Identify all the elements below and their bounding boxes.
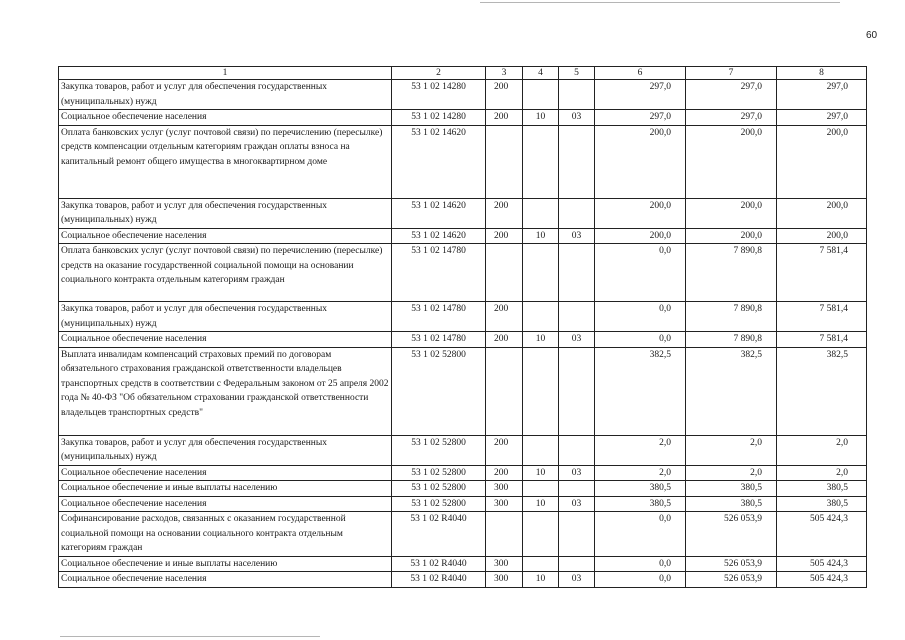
target-code: 53 1 02 14280 [392,80,486,110]
amount-col6: 0,0 [595,572,686,588]
table-row [59,228,867,244]
row-name: Социальное обеспечение населения [59,465,392,481]
amount-col7: 2,0 [686,465,777,481]
section [523,556,559,572]
expense-type: 300 [486,481,523,497]
expense-type: 200 [486,228,523,244]
subsection: 03 [559,496,595,512]
column-header: 5 [559,67,595,80]
section [523,481,559,497]
section: 10 [523,572,559,588]
target-code: 53 1 02 14620 [392,228,486,244]
amount-col8: 380,5 [777,496,867,512]
row-name: Социальное обеспечение населения [59,110,392,126]
subsection: 03 [559,572,595,588]
amount-col8: 297,0 [777,80,867,110]
subsection [559,125,595,198]
target-code: 53 1 02 14620 [392,125,486,198]
expense-type [486,347,523,435]
scan-artifact-bottom [60,636,320,637]
table-row [59,80,867,110]
expense-type: 300 [486,496,523,512]
amount-col7: 380,5 [686,496,777,512]
row-name: Оплата банковских услуг (услуг почтовой связи) по перечислению (пересылке) средств на оказание государственной социальной помощи на основании социального контракта отдельным категориям граждан [59,244,392,302]
column-header: 2 [392,67,486,80]
amount-col6: 200,0 [595,125,686,198]
amount-col8: 200,0 [777,125,867,198]
amount-col8: 380,5 [777,481,867,497]
amount-col7: 200,0 [686,198,777,228]
table-row [59,198,867,228]
amount-col6: 0,0 [595,302,686,332]
section: 10 [523,228,559,244]
target-code: 53 1 02 R4040 [392,572,486,588]
target-code: 53 1 02 14280 [392,110,486,126]
amount-col7: 200,0 [686,125,777,198]
table-row [59,125,867,198]
expense-type: 200 [486,80,523,110]
amount-col8: 7 581,4 [777,332,867,348]
amount-col6: 0,0 [595,556,686,572]
target-code: 53 1 02 R4040 [392,512,486,557]
table-header-row [59,67,867,80]
subsection: 03 [559,110,595,126]
amount-col8: 2,0 [777,465,867,481]
expense-type: 200 [486,465,523,481]
section [523,512,559,557]
target-code: 53 1 02 52800 [392,465,486,481]
target-code: 53 1 02 52800 [392,435,486,465]
budget-table [58,66,867,588]
row-name: Оплата банковских услуг (услуг почтовой связи) по перечислению (пересылке) средств компенсации отдельным категориям граждан оплаты взноса на капитальный ремонт общего имущества в многоквартирном доме [59,125,392,198]
section [523,435,559,465]
subsection [559,302,595,332]
amount-col6: 382,5 [595,347,686,435]
column-header: 3 [486,67,523,80]
amount-col8: 7 581,4 [777,244,867,302]
row-name: Закупка товаров, работ и услуг для обеспечения государственных (муниципальных) нужд [59,198,392,228]
section: 10 [523,465,559,481]
amount-col8: 200,0 [777,228,867,244]
table-row [59,481,867,497]
subsection [559,481,595,497]
subsection [559,347,595,435]
table-row [59,110,867,126]
table-row [59,332,867,348]
row-name: Выплата инвалидам компенсаций страховых премий по договорам обязательного страхования гражданской ответственности владельцев транспортных средств в соответствии с Федеральным законом от 25 апреля 2002 года № 40-ФЗ "Об обязательном страховании гражданской ответственности владельцев транспортных средств" [59,347,392,435]
amount-col8: 297,0 [777,110,867,126]
subsection [559,198,595,228]
table-body [59,80,867,588]
amount-col6: 297,0 [595,110,686,126]
amount-col6: 380,5 [595,496,686,512]
target-code: 53 1 02 52800 [392,347,486,435]
subsection [559,435,595,465]
amount-col8: 505 424,3 [777,556,867,572]
target-code: 53 1 02 52800 [392,481,486,497]
amount-col7: 526 053,9 [686,572,777,588]
subsection: 03 [559,228,595,244]
amount-col7: 382,5 [686,347,777,435]
row-name: Социальное обеспечение населения [59,332,392,348]
amount-col7: 380,5 [686,481,777,497]
amount-col8: 505 424,3 [777,512,867,557]
row-name: Социальное обеспечение и иные выплаты населению [59,556,392,572]
table-row [59,302,867,332]
column-header: 8 [777,67,867,80]
section: 10 [523,110,559,126]
section [523,198,559,228]
amount-col8: 200,0 [777,198,867,228]
amount-col8: 7 581,4 [777,302,867,332]
expense-type: 200 [486,435,523,465]
amount-col8: 2,0 [777,435,867,465]
section [523,302,559,332]
row-name: Закупка товаров, работ и услуг для обеспечения государственных (муниципальных) нужд [59,435,392,465]
expense-type [486,512,523,557]
target-code: 53 1 02 R4040 [392,556,486,572]
amount-col6: 297,0 [595,80,686,110]
target-code: 53 1 02 14620 [392,198,486,228]
section [523,244,559,302]
row-name: Социальное обеспечение населения [59,496,392,512]
amount-col7: 526 053,9 [686,512,777,557]
row-name: Софинансирование расходов, связанных с оказанием государственной социальной помощи на основании социального контракта отдельным категориям граждан [59,512,392,557]
table-row [59,496,867,512]
subsection: 03 [559,332,595,348]
target-code: 53 1 02 14780 [392,302,486,332]
amount-col7: 200,0 [686,228,777,244]
section [523,125,559,198]
expense-type: 300 [486,556,523,572]
table-row [59,347,867,435]
expense-type [486,125,523,198]
amount-col6: 0,0 [595,332,686,348]
row-name: Социальное обеспечение населения [59,572,392,588]
page-number: 60 [866,30,878,41]
row-name: Закупка товаров, работ и услуг для обеспечения государственных (муниципальных) нужд [59,302,392,332]
amount-col7: 297,0 [686,110,777,126]
expense-type: 200 [486,110,523,126]
expense-type: 300 [486,572,523,588]
subsection [559,556,595,572]
subsection [559,244,595,302]
column-header: 1 [59,67,392,80]
section [523,347,559,435]
column-header: 4 [523,67,559,80]
amount-col6: 380,5 [595,481,686,497]
target-code: 53 1 02 52800 [392,496,486,512]
amount-col6: 2,0 [595,465,686,481]
column-header: 7 [686,67,777,80]
amount-col8: 382,5 [777,347,867,435]
expense-type: 200 [486,198,523,228]
table-row [59,512,867,557]
scan-artifact-top [480,2,840,3]
amount-col6: 0,0 [595,512,686,557]
amount-col7: 297,0 [686,80,777,110]
amount-col7: 7 890,8 [686,244,777,302]
table-row [59,556,867,572]
column-header: 6 [595,67,686,80]
subsection [559,80,595,110]
subsection [559,512,595,557]
expense-type: 200 [486,332,523,348]
amount-col7: 7 890,8 [686,332,777,348]
row-name: Закупка товаров, работ и услуг для обеспечения государственных (муниципальных) нужд [59,80,392,110]
amount-col6: 2,0 [595,435,686,465]
expense-type [486,244,523,302]
amount-col7: 526 053,9 [686,556,777,572]
amount-col6: 0,0 [595,244,686,302]
subsection: 03 [559,465,595,481]
row-name: Социальное обеспечение населения [59,228,392,244]
table-row [59,435,867,465]
amount-col6: 200,0 [595,198,686,228]
section: 10 [523,332,559,348]
table-row [59,244,867,302]
amount-col7: 2,0 [686,435,777,465]
row-name: Социальное обеспечение и иные выплаты населению [59,481,392,497]
section [523,80,559,110]
amount-col8: 505 424,3 [777,572,867,588]
table-row [59,572,867,588]
table-row [59,465,867,481]
target-code: 53 1 02 14780 [392,244,486,302]
amount-col6: 200,0 [595,228,686,244]
expense-type: 200 [486,302,523,332]
target-code: 53 1 02 14780 [392,332,486,348]
amount-col7: 7 890,8 [686,302,777,332]
section: 10 [523,496,559,512]
